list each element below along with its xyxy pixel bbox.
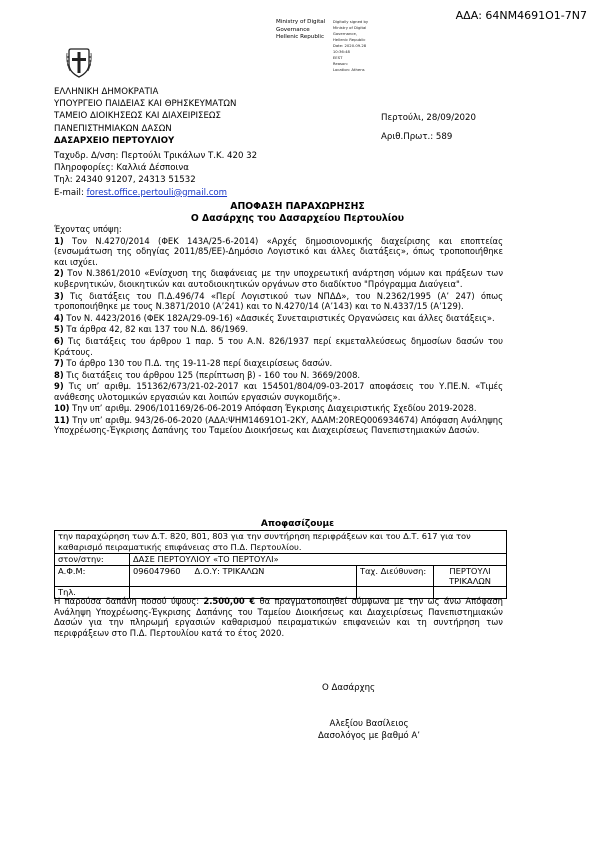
signature-detail: Hellenic Republic <box>332 37 366 42</box>
document-date: Περτούλι, 28/09/2020 <box>381 113 476 123</box>
afm-label: Α.Φ.Μ: <box>55 566 130 587</box>
consideration-item: 7) Το άρθρο 130 του Π.Δ. της 19-11-28 περί διαχειρίσεως δασών. <box>54 358 333 369</box>
digital-signature-stamp <box>276 19 376 73</box>
expense-amount: 2.500,00 € <box>203 596 256 606</box>
organization-header <box>54 86 236 147</box>
org-line: ΕΛΛΗΝΙΚΗ ΔΗΜΟΚΡΑΤΙΑ <box>54 87 159 97</box>
consideration-item: 5) Τα άρθρα 42, 82 και 137 του Ν.Δ. 86/1969. <box>54 324 249 335</box>
email-row <box>54 187 257 199</box>
recipient-value: ΔΑΣΕ ΠΕΡΤΟΥΛΙΟΥ «ΤΟ ΠΕΡΤΟΥΛΙ» <box>130 554 507 566</box>
signature-detail: Digitally signed by Ministry of Digital <box>332 19 369 30</box>
signature-details <box>333 19 376 73</box>
document-subtitle: Ο Δασάρχης του Δασαρχείου Περτουλίου <box>190 213 405 224</box>
ada-code: ΑΔΑ: 64ΝΜ4691Ο1-7Ν7 <box>455 9 587 22</box>
decision-description: την παραχώρηση των Δ.Τ. 820, 801, 803 για την συντήρηση περιφράξεων και του Δ.Τ. 617 για τον καθαρισμό πειραματικής επιφάνειας στο Π.Δ. Περτουλίου. <box>55 531 507 554</box>
consideration-item: 9) Τις υπ’ αριθμ. 151362/673/21-02-2017 και 154501/804/09-03-2017 αποφάσεις του Υ.ΠΕ.Ν. «Τιμές ανάθεσης υλοτομικών εργασιών και λοιπών εργασιών συγκομιδής». <box>54 381 503 402</box>
address-value: ΠΕΡΤΟΥΛΙ ΤΡΙΚΑΛΩΝ <box>434 566 507 587</box>
expense-paragraph <box>54 596 503 639</box>
considerations-list <box>54 224 503 437</box>
signer-role: Δασολόγος με βαθμό Α’ <box>318 731 421 741</box>
afm-doy-cell <box>130 566 357 587</box>
signature-detail: Reason: <box>332 61 349 66</box>
document-title: ΑΠΟΦΑΣΗ ΠΑΡΑΧΩΡΗΣΗΣ <box>230 201 365 212</box>
consideration-item: 2) Τον Ν.3861/2010 «Ενίσχυση της διαφάνειας με την υποχρεωτική ανάρτηση νόμων και πράξεων των κυβερνητικών, διοικητικών και αυτοδιοικητικών οργάνων στο διαδίκτυο "Πρόγραμμα Διαύγεια". <box>54 268 503 290</box>
greek-coat-of-arms-icon <box>66 47 92 79</box>
afm-value: 096047960 <box>133 566 181 576</box>
postal-address: Ταχυδρ. Δ/νση: Περτούλι Τρικάλων Τ.Κ. 420 32 <box>54 151 258 161</box>
phone-label: Τηλ. <box>55 587 130 599</box>
date-protocol-block <box>381 109 476 147</box>
consideration-item: 6) Τις διατάξεις του άρθρου 1 παρ. 5 του Α.Ν. 826/1937 περί εκμεταλλεύσεως δημοσίων δασών του Κράτους. <box>54 335 503 357</box>
consideration-item: 1) Τον Ν.4270/2014 (ΦΕΚ 143Α/25-6-2014) «Αρχές δημοσιονομικής διαχείρισης και εποπτείας (ενσωμάτωση της οδηγίας 2011/85/ΕΕ)-Δημόσιο Λογιστικό και άλλες διατάξεις», όπως τροποποιήθηκε και ισχύει. <box>54 235 503 267</box>
signature-line: Governance <box>276 26 310 33</box>
contact-person: Πληροφορίες: Καλλιά Δέσποινα <box>54 163 189 174</box>
recipient-label: στον/στην: <box>55 554 130 566</box>
consideration-item: 8) Τις διατάξεις του άρθρου 125 (περίπτωση β) - 160 του Ν. 3669/2008. <box>54 369 361 380</box>
org-line: ΤΑΜΕΙΟ ΔΙΟΙΚΗΣΕΩΣ ΚΑΙ ΔΙΑΧΕΙΡΙΣΕΩΣ <box>54 111 221 122</box>
signature-detail: Governance, <box>332 31 358 36</box>
org-name: ΔΑΣΑΡΧΕΙΟ ΠΕΡΤΟΥΛΙΟΥ <box>54 135 175 146</box>
protocol-number: Αριθ.Πρωτ.: 589 <box>381 132 453 142</box>
contact-info <box>54 150 257 199</box>
doy-label: Δ.Ο.Υ: ΤΡΙΚΑΛΩΝ <box>194 566 265 576</box>
signer-block <box>318 718 420 742</box>
signer-name: Αλεξίου Βασίλειος <box>329 719 409 729</box>
signature-detail: Date: 2020.09.28 10:36:48 <box>332 43 367 54</box>
phone-numbers: Τηλ: 24340 91207, 24313 51532 <box>54 175 196 186</box>
decision-table <box>54 530 507 599</box>
signature-line: Ministry of Digital <box>276 19 326 25</box>
email-link[interactable]: forest.office.pertouli@gmail.com <box>86 187 228 198</box>
consideration-item: 10) Την υπ’ αριθμ. 2906/101169/26-06-2019 Απόφαση Έγκρισης Διαχειριστικής Σχεδίου 2019-2028. <box>54 403 477 414</box>
address-label: Ταχ. Διεύθυνση: <box>357 566 434 587</box>
signature-detail: Location: Athens <box>332 67 365 72</box>
consideration-item: 3) Τις διατάξεις του Π.Δ.496/74 «Περί Λογιστικού των ΝΠΔΔ», του Ν.2362/1995 (Α’ 247) όπως τροποποιήθηκε με τους Ν.3871/2010 (Α’241) και το Ν.4270/14 (Α’143) και το Ν.4337/15 (Α’129). <box>54 290 503 312</box>
signature-line: Hellenic Republic <box>276 34 325 40</box>
email-label: E-mail: <box>54 187 87 198</box>
signature-detail: EEST <box>332 55 343 60</box>
consideration-item: 11) Την υπ’ αριθμ. 943/26-06-2020 (ΑΔΑ:ΨΗΜ14691Ο1-2ΚΥ, ΑΔΑΜ:20REQ006934674) Απόφαση Ανάληψης Υποχρέωσης-Έγκρισης Δαπάνης του Ταμείου Διοικήσεως και Διαχειρίσεως Πανεπιστημιακών Δασών. <box>54 414 503 436</box>
org-line: ΠΑΝΕΠΙΣΤΗΜΙΑΚΩΝ ΔΑΣΩΝ <box>54 123 172 134</box>
consideration-item: 4) Τον Ν. 4423/2016 (ΦΕΚ 182Α/29-09-16) «Δασικές Συνεταιριστικές Οργανώσεις και άλλες διατάξεις». <box>54 312 495 323</box>
signature-authority <box>276 19 329 73</box>
org-line: ΥΠΟΥΡΓΕΙΟ ΠΑΙΔΕΙΑΣ ΚΑΙ ΘΡΗΣΚΕΥΜΑΤΩΝ <box>54 99 237 110</box>
expense-text-after: θα πραγματοποιηθεί σύμφωνα με την ως άνω Απόφαση Ανάληψη Υποχρέωσης-Έγκρισης Δαπάνης του Ταμείου Διοικήσεως και Διαχειρίσεως Πανεπιστημιακών Δασών για την πληρωμή εργασιών καθαρισμού πειραματικών επιφανειών και τη συντήρηση των περιφράξεων στο Π.Δ. Περτουλίου κατά το έτος 2020. <box>54 596 503 639</box>
decision-heading: Αποφασίζουμε <box>260 519 335 529</box>
considering-heading: Έχοντας υπόψη: <box>54 224 122 234</box>
expense-text-before: Η παρούσα δαπάνη ποσού ύψους: <box>54 596 204 606</box>
signer-title: Ο Δασάρχης <box>322 683 376 693</box>
